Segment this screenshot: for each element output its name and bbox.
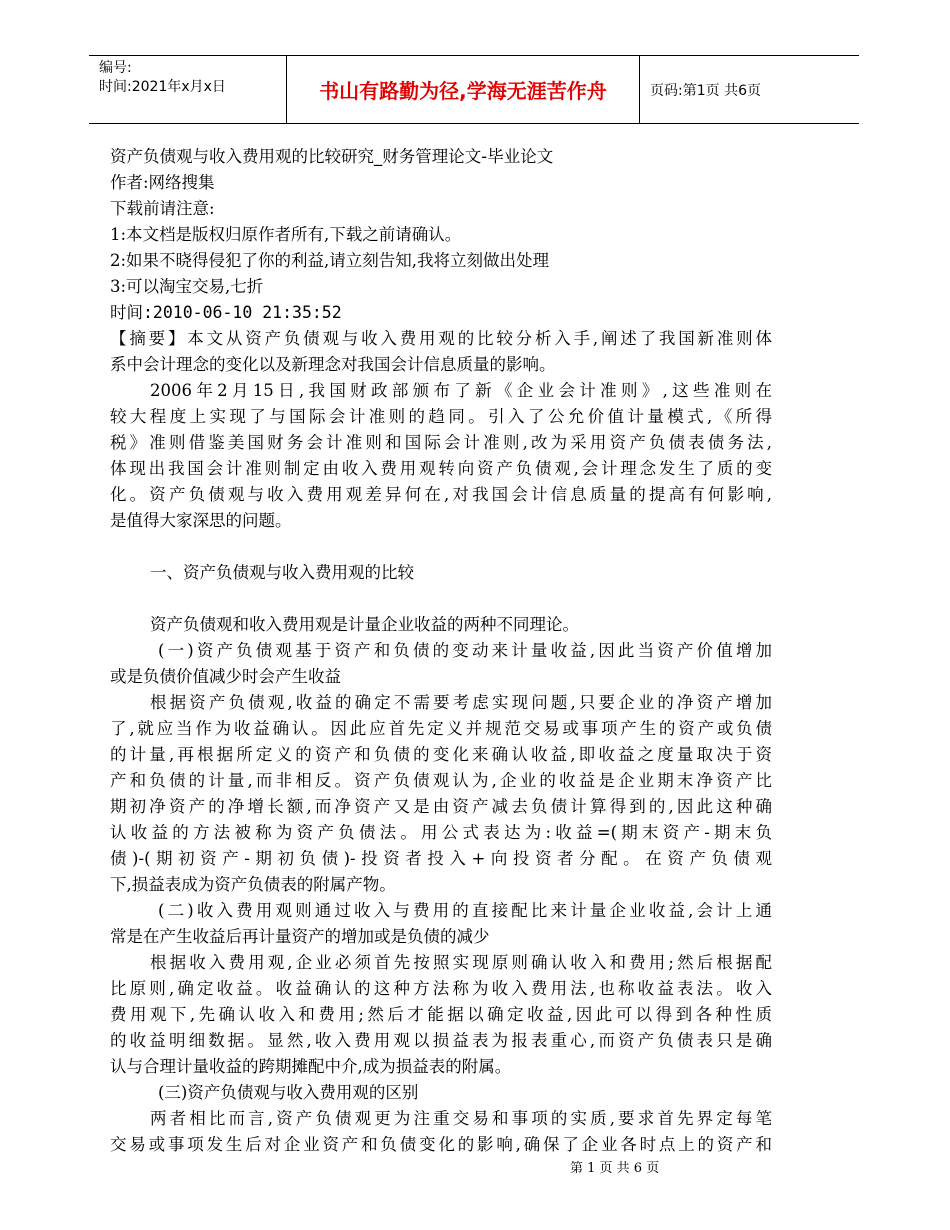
notice-item: 3:可以淘宝交易,七折: [110, 277, 264, 296]
text-line: 【摘要】本文从资产负债观与收入费用观的比较分析入手,阐述了我国新准则体: [110, 329, 772, 348]
text-line: 认收益的方法被称为资产负债法。用公式表达为:收益=(期末资产-期末负: [110, 823, 772, 842]
text-line: 两者相比而言,资产负债观更为注重交易和事项的实质,要求首先界定每笔: [150, 1109, 772, 1128]
header-meta: [89, 56, 286, 123]
text-line: 的收益明细数据。显然,收入费用观以损益表为报表重心,而资产负债表只是确: [110, 1031, 772, 1050]
text-line: 化。资产负债观与收入费用观差异何在,对我国会计信息质量的提高有何影响,: [110, 485, 772, 504]
text-line: 交易或事项发生后对企业资产和负债变化的影响,确保了企业各时点上的资产和: [110, 1135, 772, 1154]
text-line: 根据资产负债观,收益的确定不需要考虑实现问题,只要企业的净资产增加: [150, 693, 772, 712]
text-line: 期初净资产的净增长额,而净资产又是由资产减去负债计算得到的,因此这种确: [110, 797, 772, 816]
text-line: (一)资产负债观基于资产和负债的变动来计量收益,因此当资产价值增加: [158, 641, 772, 660]
text-line: 债)-(期初资产-期初负债)-投资者投入+向投资者分配。在资产负债观: [110, 849, 772, 868]
text-line: 是值得大家深思的问题。: [110, 511, 292, 530]
section-intro: 资产负债观和收入费用观是计量企业收益的两种不同理论。: [150, 615, 579, 634]
subsection-body-1: [110, 690, 772, 898]
header-table: [89, 55, 859, 124]
text-line: 产和负债的计量,而非相反。资产负债观认为,企业的收益是企业期末净资产比: [110, 771, 772, 790]
text-line: 系中会计理念的变化以及新理念对我国会计信息质量的影响。: [110, 355, 556, 374]
text-line: 较大程度上实现了与国际会计准则的趋同。引入了公允价值计量模式,《所得: [110, 407, 772, 426]
text-line: 比原则,确定收益。收益确认的这种方法称为收入费用法,也称收益表法。收入: [110, 979, 772, 998]
page-footer: 第 1 页 共 6 页: [570, 1161, 660, 1176]
header-page-info: 页码:第1页 共6页: [650, 82, 761, 99]
text-line: 认与合理计量收益的跨期摊配中介,成为损益表的附属。: [110, 1057, 512, 1076]
header-motto: 书山有路勤为径,学海无涯苦作舟: [286, 56, 640, 123]
number-label: 编号:: [99, 60, 132, 76]
time-label: 时间:2021年x月x日: [99, 79, 226, 95]
document-body: [110, 144, 772, 1158]
intro-paragraph: [110, 378, 772, 534]
text-line: 2006年2月15日,我国财政部颁布了新《企业会计准则》,这些准则在: [150, 381, 772, 400]
subsection-heading-3: (三)资产负债观与收入费用观的区别: [158, 1083, 419, 1102]
subsection-heading-2: [110, 898, 772, 950]
subsection-body-2: [110, 950, 772, 1080]
text-line: 了,就应当作为收益确认。因此应首先定义并规范交易或事项产生的资产或负债: [110, 719, 772, 738]
text-line: 的计量,再根据所定义的资产和负债的变化来确认收益,即收益之度量取决于资: [110, 745, 772, 764]
article-title: 资产负债观与收入费用观的比较研究_财务管理论文-毕业论文: [110, 147, 554, 166]
time-line: 时间:2010-06-10 21:35:52: [110, 303, 342, 322]
text-line: 体现出我国会计准则制定由收入费用观转向资产负债观,会计理念发生了质的变: [110, 459, 772, 478]
subsection-body-3: [110, 1106, 772, 1158]
notice-item: 1:本文档是版权归原作者所有,下载之前请确认。: [110, 225, 462, 244]
text-line: 根据收入费用观,企业必须首先按照实现原则确认收入和费用;然后根据配: [150, 953, 772, 972]
author-line: 作者:网络搜集: [110, 173, 215, 192]
text-line: 下,损益表成为资产负债表的附属产物。: [110, 875, 396, 894]
text-line: 费用观下,先确认收入和费用;然后才能据以确定收益,因此可以得到各种性质: [110, 1005, 772, 1024]
notice-heading: 下载前请注意:: [110, 199, 215, 218]
text-line: 税》准则借鉴美国财务会计准则和国际会计准则,改为采用资产负债表债务法,: [110, 433, 772, 452]
text-line: 或是负债价值减少时会产生收益: [110, 667, 341, 686]
section-heading: 一、资产负债观与收入费用观的比较: [150, 563, 414, 582]
subsection-heading-1: [110, 638, 772, 690]
text-line: (二)收入费用观则通过收入与费用的直接配比来计量企业收益,会计上通: [158, 901, 772, 920]
text-line: 常是在产生收益后再计量资产的增加或是负债的减少: [110, 927, 490, 946]
abstract-paragraph: [110, 326, 772, 378]
notice-item: 2:如果不晓得侵犯了你的利益,请立刻告知,我将立刻做出处理: [110, 251, 550, 270]
